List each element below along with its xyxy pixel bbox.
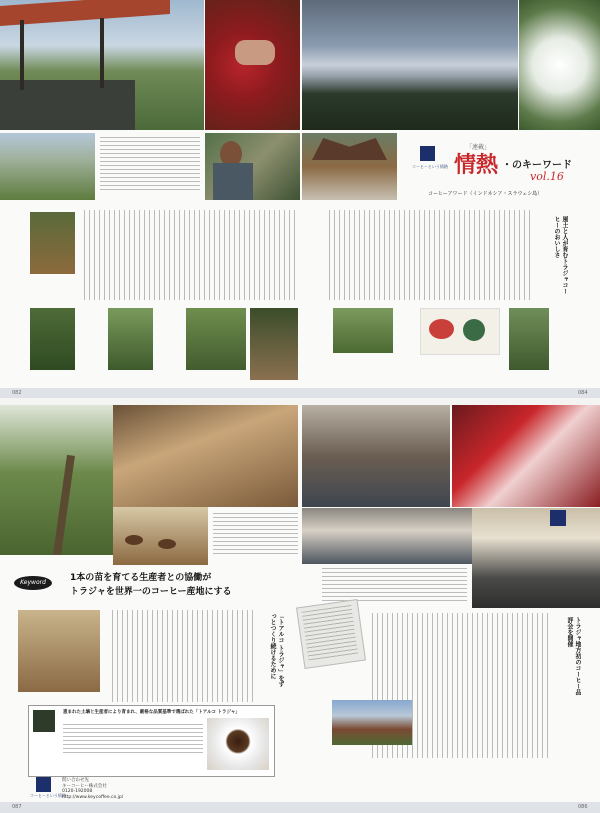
cert-logo (463, 319, 485, 341)
headline-line2: トラジャを世界一のコーヒー産地にする (70, 587, 232, 597)
subtitle: ・のキーワード (502, 160, 572, 171)
farmer-shirt (213, 163, 253, 200)
footer-brand: コーヒーという情熱 (30, 793, 66, 798)
store-front-photo (472, 508, 600, 608)
page-number: 086 (578, 804, 588, 810)
left-body-text (80, 210, 295, 300)
sorting-tables-photo (113, 507, 208, 565)
footer-logo (36, 777, 51, 792)
bottom-center-heading: 「トアルコ トラジャ」をずっとつくり続けるために (269, 613, 284, 688)
mountain-pavilion-photo (0, 0, 204, 130)
contact-label: 問い合わせ先 (62, 778, 89, 783)
store-logo (550, 510, 566, 526)
section-label: コーヒーアワード（インドネシア・スラウェシ島） (428, 191, 543, 197)
coffee-cherries-hands-photo (205, 0, 300, 130)
pavilion-post (100, 18, 104, 88)
coffee-cup-photo (207, 718, 269, 770)
hillside-photo (509, 308, 549, 370)
sea-of-clouds-photo (302, 0, 518, 130)
cert-logo (429, 319, 454, 339)
brand-small-label: コーヒーという情熱 (412, 164, 448, 169)
tree-trunk (53, 455, 75, 555)
phone-number: 0120-192008 (62, 789, 93, 794)
group-photo (302, 508, 472, 564)
coffee-tree-photo (0, 405, 113, 555)
newspaper-text (302, 605, 358, 661)
footer-stripe (0, 388, 600, 398)
product-description (63, 724, 203, 754)
award-trophies-photo (452, 405, 600, 507)
plantation-photo (186, 308, 246, 370)
bean-bowl (158, 539, 176, 549)
company-name: キーコーヒー株式会社 (62, 784, 107, 789)
footer-stripe (0, 802, 600, 813)
pavilion-roof (0, 0, 170, 26)
page-number: 084 (578, 390, 588, 396)
top-spread (0, 0, 600, 398)
volume-number: vol.16 (530, 170, 564, 183)
pavilion-post (20, 20, 24, 90)
top-right-heading: 風土と人が育むトラジャコーヒーのおいしさ (553, 216, 568, 294)
valley-landscape-photo (0, 133, 95, 200)
nursery-photo (108, 308, 153, 370)
headline-line1: 1本の苗を育てる生産者との協働が (70, 573, 212, 583)
seedling-bag-photo (250, 308, 298, 380)
headline-block (14, 570, 314, 602)
product-caption: 恵まれた土壌と生産者により育まれ、厳格な品質基準で選ばれた「トアルコ トラジャ」 (63, 710, 240, 715)
bottom-right-heading: トラジャ地方初のコーヒー品評会を開催 (566, 617, 581, 695)
certification-logos-photo (420, 308, 500, 355)
field-photo (333, 308, 393, 353)
product-box (28, 705, 275, 777)
award-ceremony-photo (302, 405, 450, 507)
harvest-basket-photo (30, 212, 75, 274)
company-url-link[interactable]: http://www.keycoffee.co.jp/ (62, 795, 124, 800)
brand-logo (420, 146, 435, 161)
sorting-caption (213, 513, 298, 557)
bean-bowl (125, 535, 143, 545)
keyword-badge: Keyword (14, 576, 52, 590)
intro-text-block (100, 137, 200, 193)
coffee-sacks-photo (18, 610, 100, 692)
bottom-left-body-text (108, 610, 253, 702)
coffee-flowers-photo (519, 0, 600, 130)
title-block (400, 140, 600, 204)
hands (235, 40, 275, 65)
main-title: 情熱 (454, 152, 499, 178)
tongkonan-roof (312, 138, 387, 160)
farmer-portrait-photo (205, 133, 300, 200)
sorting-workers-photo (113, 405, 298, 507)
product-logo (33, 710, 55, 732)
page-number: 087 (12, 804, 22, 810)
ceremony-caption (322, 568, 467, 602)
bottom-spread (0, 405, 600, 813)
newspaper-clipping-photo (296, 599, 366, 669)
page-number: 082 (12, 390, 22, 396)
village-photo (332, 700, 412, 745)
right-body-text (325, 210, 530, 300)
seedling-photo (30, 308, 75, 370)
traditional-house-photo (302, 133, 397, 200)
series-label: 「連載」 (466, 144, 491, 151)
